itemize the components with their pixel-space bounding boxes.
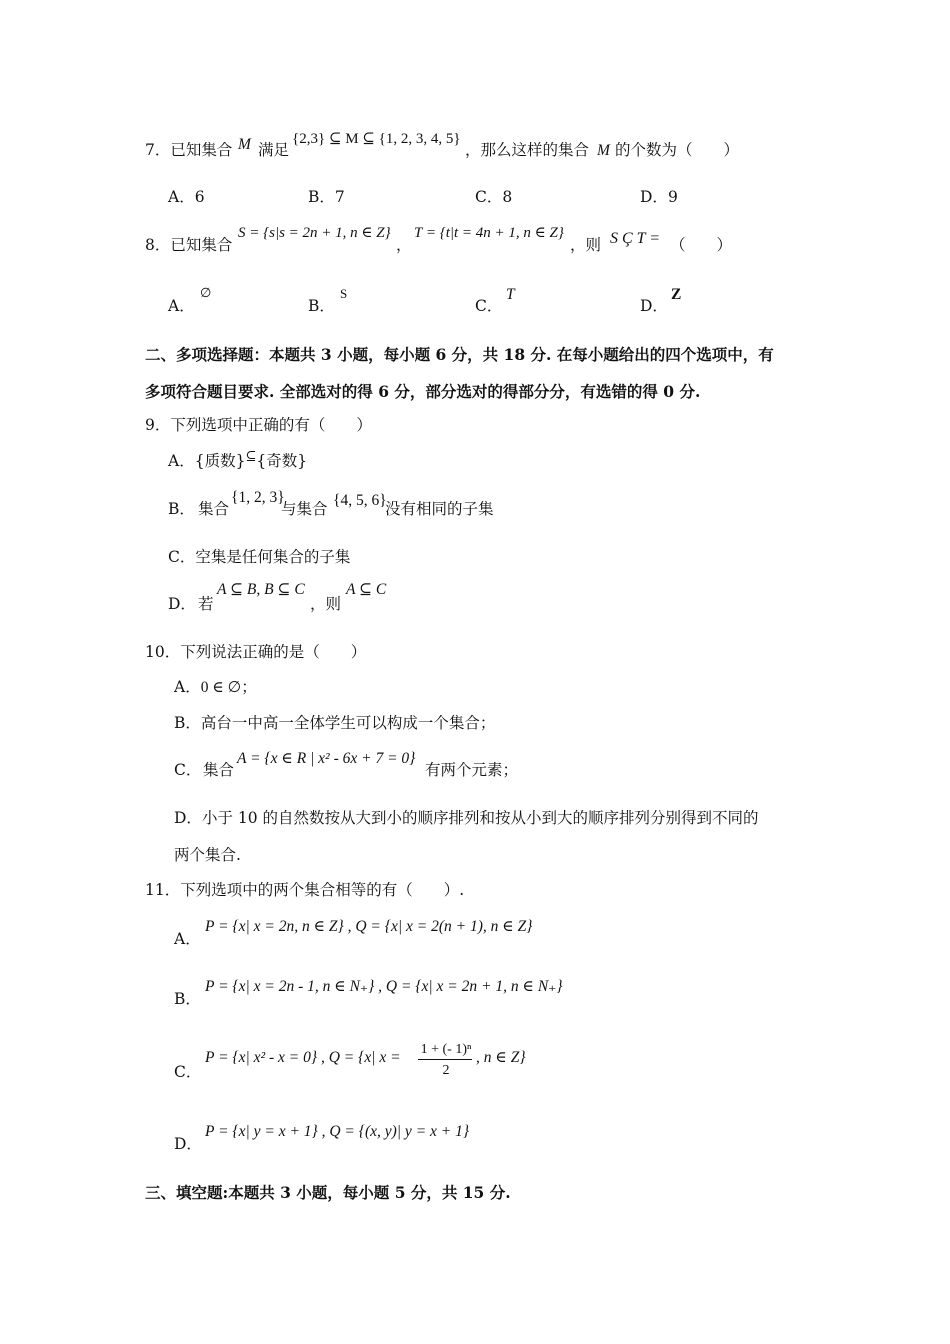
q11-option-c-formula-left: P = {x| x² - x = 0} , Q = {x| x = [205, 1049, 401, 1066]
section2-line1: 二、多项选择题：本题共 3 小题，每小题 6 分，共 18 分. 在每小题给出的四个选项中，有 [145, 345, 774, 364]
q8-formula-tail: S Ç T = [610, 230, 661, 247]
q9-stem: 9．下列选项中正确的有（ ） [145, 416, 372, 434]
q10-option-b: B．高台一中高一全体学生可以构成一个集合； [174, 714, 496, 732]
q8-paren: （ ） [670, 236, 733, 254]
q11-option-c-formula-right: , n ∈ Z} [476, 1049, 526, 1066]
q9-option-b-text3: 没有相同的子集 [385, 500, 494, 518]
q9-option-b-label: B． [168, 500, 195, 518]
q7-option-d: D．9 [640, 188, 678, 206]
q7-option-b: B．7 [308, 188, 345, 206]
q8-mid: ，则 [570, 236, 602, 254]
q7-number: 7．已知集合 [145, 141, 233, 159]
q11-option-c-frac-num: 1 + (- 1)ⁿ [420, 1042, 472, 1057]
q10-option-c-text2: 有两个元素； [425, 761, 519, 779]
q8-number: 8．已知集合 [145, 236, 233, 254]
q7-mid: 满足 [258, 141, 290, 159]
q9-option-b-set1: {1, 2, 3} [231, 489, 285, 506]
q9-option-b-text2: 与集合 [281, 500, 328, 518]
q7-option-a: A．6 [168, 188, 205, 206]
q10-option-c-label: C． [174, 761, 202, 779]
q11-option-c-frac-bar [418, 1059, 472, 1060]
q8-option-a-text: ∅ [200, 285, 212, 300]
q11-stem: 11．下列选项中的两个集合相等的有（ ）. [145, 881, 465, 899]
section3-line1: 三、填空题:本题共 3 小题，每小题 5 分，共 15 分. [145, 1183, 511, 1202]
q9-option-a: A．{质数}⊆{奇数} [168, 449, 308, 470]
q10-option-c-text1: 集合 [203, 761, 235, 779]
q11-option-a-label: A． [174, 930, 201, 948]
q7-tail2: 的个数为（ ） [615, 141, 740, 159]
q11-option-c-label: C． [174, 1063, 202, 1081]
q8-option-c-label: C． [475, 297, 503, 315]
q8-option-b-label: B． [308, 297, 335, 315]
q11-option-a-formula: P = {x| x = 2n, n ∈ Z} , Q = {x| x = 2(n + 1), n ∈ Z} [205, 918, 533, 935]
q10-option-d-line1: D．小于 10 的自然数按从大到小的顺序排列和按从小到大的顺序排列分别得到不同的 [174, 809, 759, 827]
q8-option-b-text: S [340, 286, 348, 301]
q8-sep: ， [396, 236, 412, 254]
q7-tail1: ，那么这样的集合 [465, 141, 590, 159]
q11-option-b-label: B． [174, 990, 201, 1008]
q9-option-d-text2: ，则 [310, 595, 342, 613]
q11-option-d-formula: P = {x| y = x + 1} , Q = {(x, y)| y = x + 1} [205, 1123, 470, 1140]
q10-option-d-line2: 两个集合. [174, 846, 241, 864]
q7-formula: {2,3} ⊆ M ⊆ {1, 2, 3, 4, 5} [292, 131, 461, 147]
q8-formula-t: T = {t|t = 4n + 1, n ∈ Z} [414, 225, 564, 241]
q8-option-d-text: Z [671, 286, 682, 303]
q10-stem: 10．下列说法正确的是（ ） [145, 643, 367, 661]
q8-option-d-label: D． [640, 297, 668, 315]
q9-option-d-formula1: A ⊆ B, B ⊆ C [217, 581, 305, 598]
q11-option-d-label: D． [174, 1135, 202, 1153]
q8-formula-s: S = {s|s = 2n + 1, n ∈ Z} [238, 225, 391, 241]
q9-option-c: C．空集是任何集合的子集 [168, 548, 351, 566]
q7-var-m2: M [597, 142, 610, 159]
q10-option-c-formula: A = {x ∈ R | x² - 6x + 7 = 0} [237, 750, 416, 767]
q7-option-c: C．8 [475, 188, 513, 206]
q8-option-a-label: A． [168, 297, 195, 315]
q9-option-b-set2: {4, 5, 6} [333, 492, 387, 509]
q9-option-d-label: D． [168, 595, 196, 613]
q9-option-d-text1: 若 [198, 595, 214, 613]
q8-option-c-text: T [506, 286, 515, 303]
q7-var-m: M [238, 136, 251, 153]
section2-line2: 多项符合题目要求. 全部选对的得 6 分，部分选对的得部分分，有选错的得 0 分. [145, 382, 701, 401]
q11-option-c-frac-den: 2 [442, 1063, 450, 1078]
q9-option-b-text1: 集合 [198, 500, 230, 518]
q11-option-b-formula: P = {x| x = 2n - 1, n ∈ N₊} , Q = {x| x = 2n + 1, n ∈ N₊} [205, 978, 563, 995]
q9-option-d-formula2: A ⊆ C [346, 581, 387, 598]
q10-option-a: A．0 ∈ ∅； [174, 678, 257, 696]
